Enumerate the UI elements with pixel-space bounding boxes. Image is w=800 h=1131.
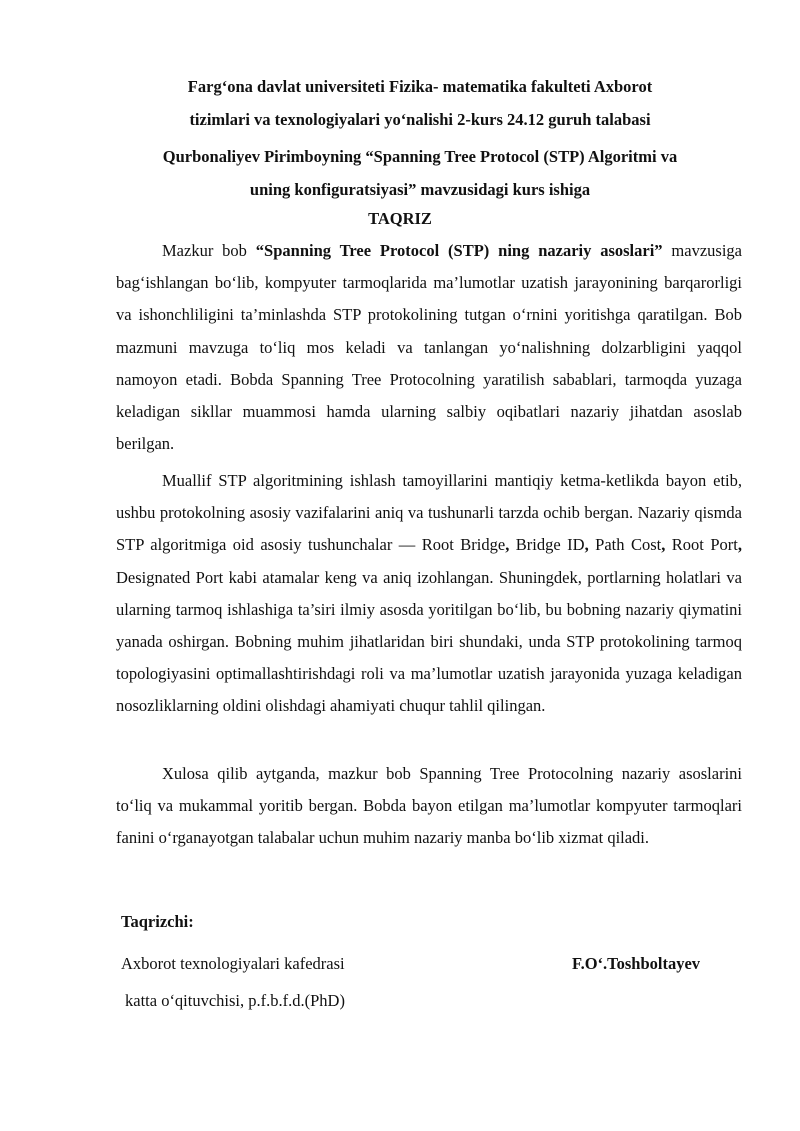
reviewer-department: Axborot texnologiyalari kafedrasi: [121, 954, 345, 973]
comma-3: ,: [661, 535, 666, 555]
paragraph-3: [116, 758, 742, 855]
paragraph-1: [116, 235, 742, 460]
paragraph-2-part-1: Muallif STP algoritmining ishlash tamoyillarini mantiqiy ketma-ketlikda bayon etib, ushbu protokolning asosiy vazifalarini aniq va tushunarli tarzda ochib bergan. Nazariy qismda STP algoritmiga oid asosiy tushunchalar — Root Bridge: [116, 471, 742, 555]
reviewer-name: F.O‘.Toshboltayev: [572, 954, 701, 973]
reviewer-position: katta o‘qituvchisi, p.f.b.f.d.(PhD): [125, 991, 345, 1010]
paragraph-1-lead: Mazkur bob: [162, 241, 256, 260]
paragraph-2-part-4: Root Port: [665, 535, 738, 555]
header-line-2: tizimlari va texnologiyalari yo‘nalishi 2-kurs 24.12 guruh talabasi: [189, 110, 651, 129]
paragraph-1-body: mavzusiga bag‘ishlangan bo‘lib, kompyuter tarmoqlarida ma’lumotlar uzatish jarayonining barqarorligi va ishonchliligini ta’minlashda STP protokolining tutgan o‘rnini yoritishga qaratilgan. Bob mazmuni mavzuga to‘liq mos keladi va tanlangan yo‘nalishning dolzarbligini yaqqol namoyon etadi. Bobda Spanning Tree Protocolning yaratilish sabablari, tarmoqda yuzaga keladigan sikllar muammosi hamda ularning salbiy oqibatlari nazariy jihatdan asoslab berilgan.: [116, 241, 742, 454]
reviewer-label: Taqrizchi:: [121, 912, 194, 931]
header-line-1: Farg‘ona davlat universiteti Fizika- matematika fakulteti Axborot: [187, 77, 653, 96]
header-line-4: uning konfiguratsiyasi” mavzusidagi kurs ishiga: [249, 180, 591, 199]
paragraph-2-part-5: Designated Port kabi atamalar keng va aniq izohlangan. Shuningdek, portlarning holatlari va ularning tarmoq ishlashiga ta’siri ilmiy asosda yoritilgan bo‘lib, bu bobning nazariy qiymatini yanada oshirgan. Bobning muhim jihatlaridan biri shundaki, unda STP protokolining tarmoq topologiyasini optimallashtirishdagi roli va ma’lumotlar uzatish jarayonida yuzaga keladigan nosozliklarning oldini olishdagi ahamiyati chuqur tahlil qilingan.: [116, 567, 742, 716]
paragraph-2: [116, 465, 742, 723]
paragraph-2-part-3: Path Cost: [588, 535, 662, 555]
comma-1: ,: [505, 535, 510, 555]
paragraph-3-body: Xulosa qilib aytganda, mazkur bob Spanning Tree Protocolning nazariy asoslarini to‘liq va mukammal yoritib bergan. Bobda bayon etilgan ma’lumotlar kompyuter tarmoqlari fanini o‘rganayotgan talabalar uchun muhim nazariy manba bo‘lib xizmat qiladi.: [116, 764, 742, 848]
document-title: TAQRIZ: [368, 209, 432, 228]
header-line-3: Qurbonaliyev Pirimboyning “Spanning Tree Protocol (STP) Algoritmi va: [162, 147, 678, 166]
comma-4: ,: [737, 535, 742, 555]
paragraph-2-part-2: Bridge ID: [509, 535, 585, 555]
comma-2: ,: [584, 535, 589, 555]
paragraph-1-topic: “Spanning Tree Protocol (STP) ning nazariy asoslari”: [255, 241, 663, 260]
